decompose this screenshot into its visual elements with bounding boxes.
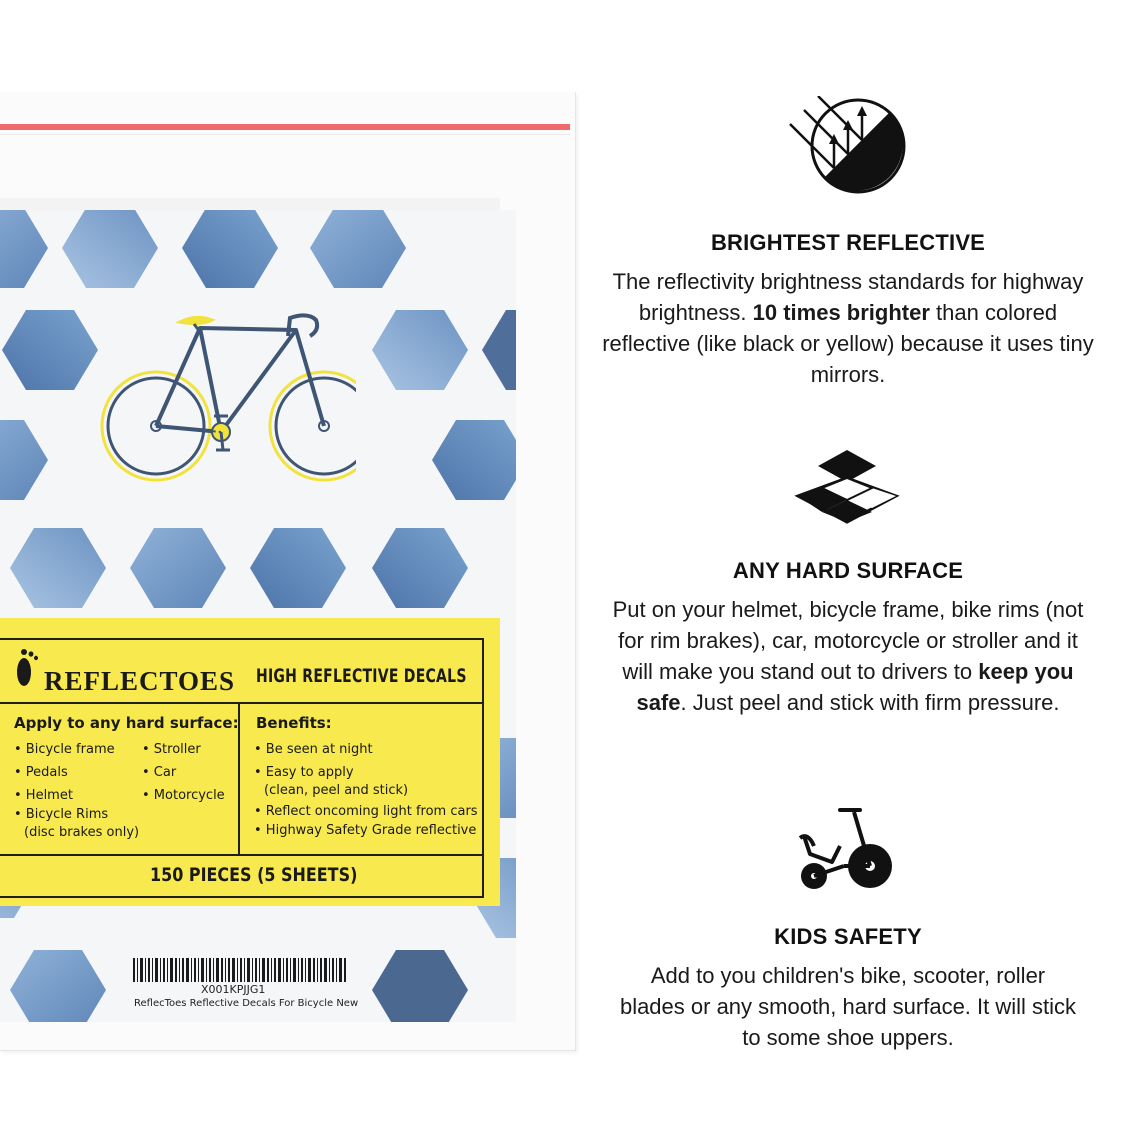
barcode-description: ReflecToes Reflective Decals For Bicycle New	[134, 998, 359, 1009]
brand-name: REFLECTOES	[44, 666, 236, 696]
apply-heading: Apply to any hard surface:	[14, 714, 239, 732]
feature-text-bold: 10 times brighter	[752, 300, 930, 325]
apply-item: • Bicycle frame	[14, 742, 115, 757]
tricycle-icon	[796, 806, 896, 892]
feature-text: The reflectivity brightness standards for highway brightness.	[612, 269, 1084, 325]
feature-text-bold: keep you safe	[636, 659, 1074, 715]
apply-item-note: (disc brakes only)	[24, 825, 140, 840]
benefit-item: • Be seen at night	[254, 742, 373, 757]
benefits-heading: Benefits:	[256, 714, 332, 732]
feature-title: ANY HARD SURFACE	[732, 558, 964, 583]
feature-text: . Just peel and stick with firm pressure.	[680, 690, 1060, 715]
zipper-strip	[0, 124, 570, 130]
apply-item: • Helmet	[14, 788, 73, 803]
feature-text: Add to you children's bike, scooter, roller blades or any smooth, hard surface. It will stick to some shoe uppers.	[619, 963, 1077, 1050]
label-divider-top	[0, 702, 482, 704]
benefit-item: • Easy to apply	[254, 765, 354, 780]
apply-item: • Car	[142, 765, 177, 780]
benefit-item: • Highway Safety Grade reflective	[254, 823, 477, 838]
footprint-logo-icon	[10, 646, 44, 692]
feature-title: KIDS SAFETY	[774, 924, 922, 949]
label-divider-bottom	[0, 854, 482, 856]
feature-title: BRIGHTEST REFLECTIVE	[710, 230, 986, 255]
feature-description	[600, 266, 1096, 390]
feature-description	[604, 594, 1092, 718]
feature-description	[618, 960, 1078, 1053]
benefit-item: • Reflect oncoming light from cars	[254, 804, 478, 819]
reflection-icon	[788, 96, 908, 196]
benefit-item-note: (clean, peel and stick)	[264, 783, 409, 798]
barcode-code: X001KPJJG1	[201, 983, 266, 996]
feature-text: than colored reflective (like black or yellow) because it uses tiny mirrors.	[602, 300, 1094, 387]
bicycle-icon	[96, 306, 356, 496]
pieces-count: 150 PIECES (5 SHEETS)	[150, 864, 358, 886]
apply-item: • Bicycle Rims	[14, 807, 109, 822]
label-title: HIGH REFLECTIVE DECALS	[256, 665, 467, 687]
zipper-seal	[0, 134, 570, 135]
barcode-icon	[133, 958, 347, 982]
apply-item: • Motorcycle	[142, 788, 225, 803]
apply-item: • Stroller	[142, 742, 201, 757]
feature-text: Put on your helmet, bicycle frame, bike rims (not for rim brakes), car, motorcycle or stroller and it will make you stand out to drivers to	[612, 597, 1084, 684]
apply-item: • Pedals	[14, 765, 68, 780]
layers-icon	[792, 448, 902, 524]
